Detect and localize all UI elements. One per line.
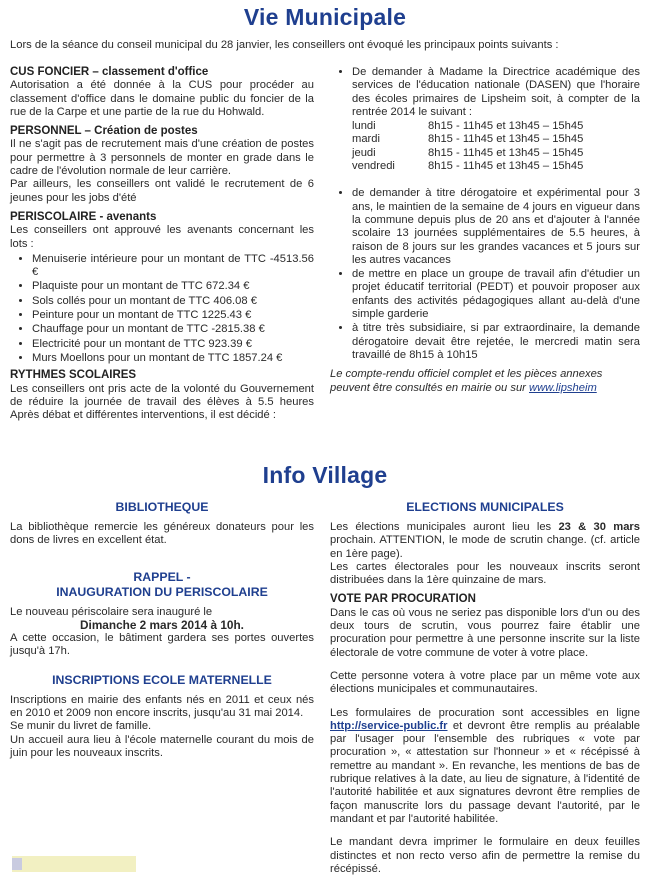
info-village-right-column bbox=[330, 500, 640, 882]
procuration-heading: VOTE PAR PROCURATION bbox=[330, 593, 476, 606]
day-hours: 8h15 - 11h45 et 13h45 – 15h45 bbox=[428, 146, 584, 159]
bibliotheque-heading: BIBLIOTHEQUE bbox=[115, 500, 209, 514]
list-item: • Electricité pour un montant de TTC 923.39 € bbox=[32, 338, 314, 351]
inauguration-text-1: Le nouveau périscolaire sera inauguré le bbox=[10, 605, 213, 618]
personnel-heading: PERSONNEL – Création de postes bbox=[10, 125, 198, 138]
inscriptions-text-2: Se munir du livret de famille. bbox=[10, 720, 152, 733]
list-item: • à titre très subsidiaire, si par extraordinaire, la demande dérogatoire devait être rejetée, le mercredi matin sera travaillé de 8h15 à 10h15 bbox=[352, 322, 640, 362]
list-item: • Chauffage pour un montant de TTC -2815.38 € bbox=[32, 323, 314, 336]
list-item: • De demander à Madame la Directrice académique des services de l'éducation nationale (DASEN) que l'horaire des écoles primaires de Lipsheim soit, à compter de la rentrée 2014 le suivant : bbox=[352, 66, 640, 119]
elections-text-1b: prochain. ATTENTION, le mode de scrutin change. (cf. article en 1ère page). bbox=[330, 534, 640, 560]
inscriptions-text-3: Un accueil aura lieu à l'école maternelle courant du mois de juin pour les nouveaux inscrits. bbox=[10, 733, 314, 759]
rythmes-heading: RYTHMES SCOLAIRES bbox=[10, 369, 137, 382]
procuration-text-2: Cette personne votera à votre place par un même vote aux élections municipales et communautaires. bbox=[330, 669, 640, 696]
day-hours: 8h15 - 11h45 et 13h45 – 15h45 bbox=[428, 120, 584, 133]
inauguration-text-2: A cette occasion, le bâtiment gardera ses portes ouvertes jusqu'à 17h. bbox=[10, 632, 314, 658]
info-village-title: Info Village bbox=[262, 462, 388, 488]
cus-heading: CUS FONCIER – classement d'office bbox=[10, 66, 209, 78]
info-village-left-column bbox=[10, 500, 314, 766]
list-item: • de mettre en place un groupe de travail afin d'étudier un projet éducatif territorial (PEDT) et pouvoir proposer aux enfants des activités pédagogiques allant au-delà d'une simple garderie bbox=[352, 268, 640, 321]
elections-text-1 bbox=[330, 521, 640, 561]
day-label: jeudi bbox=[352, 146, 376, 159]
table-row bbox=[352, 147, 640, 160]
intro-text: Lors de la séance du conseil municipal du 28 janvier, les conseillers ont évoqué les principaux points suivants : bbox=[10, 39, 559, 51]
table-row bbox=[352, 160, 640, 173]
rappel-heading: RAPPEL - bbox=[133, 569, 191, 584]
rythmes-decisions-list-2 bbox=[330, 187, 640, 362]
compte-rendu-note bbox=[330, 368, 640, 395]
procuration-text-3a: Les formulaires de procuration sont accessibles en ligne bbox=[330, 706, 640, 719]
list-item: • de demander à titre dérogatoire et expérimental pour 3 ans, le maintien de la semaine de 4 jours en vigueur dans la commune depuis plus de 20 ans et d'ajouter à l'année scolaire 13 journées supplémentaires de 5.5 heures, à raison de 8 jours sur les grandes vacances et 5 jours sur les autres vacances bbox=[352, 187, 640, 267]
vie-municipale-left-column bbox=[10, 66, 314, 428]
personnel-text-2: Par ailleurs, les conseillers ont validé le recrutement de 6 jeunes pour les jobs d'été bbox=[10, 178, 314, 204]
periscolaire-text: Les conseillers ont approuvé les avenants concernant les lots : bbox=[10, 224, 314, 250]
day-label: mardi bbox=[352, 133, 380, 146]
inscriptions-heading: INSCRIPTIONS ECOLE MATERNELLE bbox=[52, 672, 272, 687]
inauguration-date: Dimanche 2 mars 2014 à 10h. bbox=[80, 617, 244, 632]
periscolaire-heading: PERISCOLAIRE - avenants bbox=[10, 210, 157, 223]
list-item: • Sols collés pour un montant de TTC 406.08 € bbox=[32, 295, 314, 308]
footer-marker bbox=[12, 858, 22, 870]
vie-municipale-right-column bbox=[330, 66, 640, 395]
rythmes-text: Les conseillers ont pris acte de la volonté du Gouvernement de réduire la journée de travail des élèves à 5.5 heures Après débat et différentes interventions, il est décidé : bbox=[10, 382, 314, 422]
table-row bbox=[352, 133, 640, 146]
footer-bar bbox=[12, 856, 136, 872]
cus-text: Autorisation a été donnée à la CUS pour procéder au classement d'office dans le domaine public du foncier de la rue de la Carpe et une partie de la rue du Hohwald. bbox=[10, 79, 314, 118]
rythmes-decisions-list bbox=[330, 66, 640, 119]
schedule-table bbox=[352, 120, 640, 173]
day-hours: 8h15 - 11h45 et 13h45 – 15h45 bbox=[428, 133, 584, 146]
inscriptions-text-1: Inscriptions en mairie des enfants nés en 2011 et ceux nés en 2010 et 2009 non encore inscrits, jusqu'au 31 mai 2014. bbox=[10, 693, 314, 720]
list-item: • Menuiserie intérieure pour un montant de TTC -4513.56 € bbox=[32, 253, 314, 280]
bibliotheque-text: La bibliothèque remercie les généreux donateurs pour les dons de livres en excellent état. bbox=[10, 521, 314, 547]
elections-heading: ELECTIONS MUNICIPALES bbox=[406, 500, 564, 514]
lipsheim-link[interactable]: www.lipsheim bbox=[529, 381, 597, 394]
procuration-text-4: Le mandant devra imprimer le formulaire en deux feuilles distinctes et non recto verso afin de permettre la remise du récépissé. bbox=[330, 836, 640, 875]
inauguration-heading: INAUGURATION DU PERISCOLAIRE bbox=[56, 584, 268, 599]
elections-text-2: Les cartes électorales pour les nouveaux inscrits seront distribuées dans la 1ère quinzaine de mars. bbox=[330, 560, 640, 587]
list-item: • Murs Moellons pour un montant de TTC 1857.24 € bbox=[32, 352, 314, 365]
day-label: lundi bbox=[352, 120, 376, 133]
list-item: • Plaquiste pour un montant de TTC 672.34 € bbox=[32, 280, 314, 293]
vie-municipale-title: Vie Municipale bbox=[243, 4, 407, 30]
elections-dates: 23 & 30 mars bbox=[558, 521, 641, 533]
note-text: Le compte-rendu officiel complet et les pièces annexes peuvent être consultés en mairie ou sur bbox=[330, 368, 603, 394]
procuration-text-3b: et devront être remplis au préalable par l'usager pour l'ensemble des rubriques « vote par procuration », « attestation sur l'honneur » et « récépissé à remettre au mandant ». En revanche, les mentions de bas de rubrique relatives à la date, au lieu de signature, à l'identité de l'autorité habilitée et aux signatures devront être remplies de façon manuscrite lors du passage devant l'autorité, par le mandant et par l'autorité habilitée. bbox=[330, 719, 640, 825]
day-label: vendredi bbox=[352, 160, 395, 173]
service-public-link[interactable]: http://service-public.fr bbox=[330, 719, 448, 732]
procuration-text-3 bbox=[330, 707, 640, 827]
day-hours: 8h15 - 11h45 et 13h45 – 15h45 bbox=[428, 160, 584, 173]
procuration-text-1: Dans le cas où vous ne seriez pas disponible lors d'un ou des deux tours de scrutin, vous pourrez faire établir une procuration pour permettre à une personne inscrite sur la liste électorale de votre commune de voter à votre place. bbox=[330, 606, 640, 659]
table-row bbox=[352, 120, 640, 133]
avenants-list bbox=[10, 253, 314, 365]
personnel-text-1: Il ne s'agit pas de recrutement mais d'une création de postes pour permettre à 3 personnels de monter en grade dans le cadre de l'évolution normale de leur carrière. bbox=[10, 138, 314, 178]
list-item: • Peinture pour un montant de TTC 1225.43 € bbox=[32, 309, 314, 322]
elections-text-1a: Les élections municipales auront lieu les bbox=[330, 521, 552, 533]
